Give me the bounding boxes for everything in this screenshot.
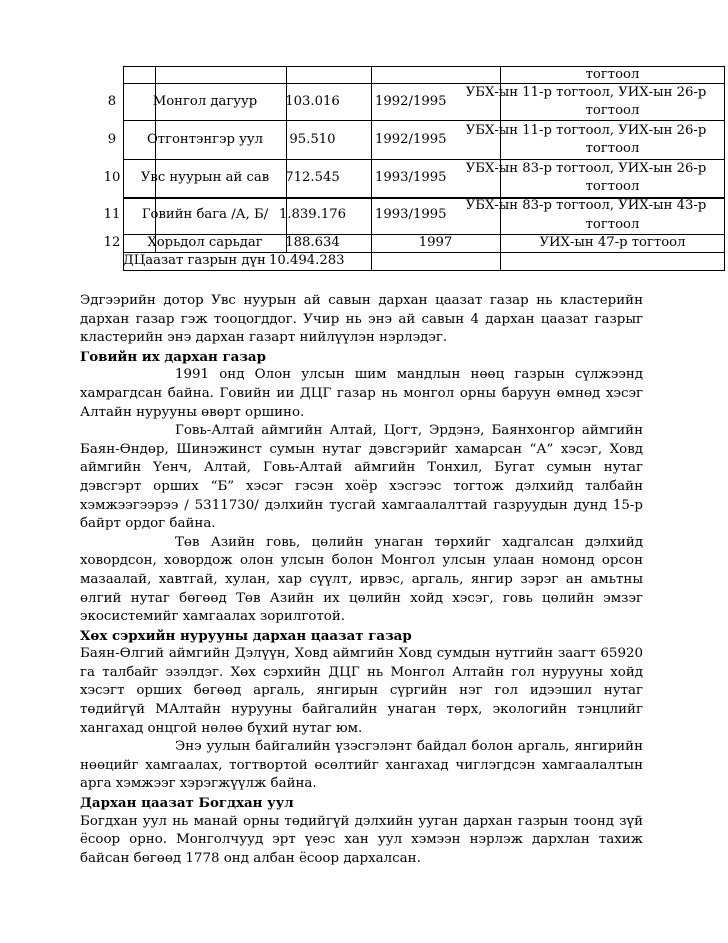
total-value: 10.494.283 [269, 253, 345, 268]
reserve-name: Говийн бага /А, Б/ [141, 207, 269, 222]
reserve-name: Хорьдол сарьдаг [147, 235, 263, 250]
reserve-name: Монгол дагуур [152, 94, 258, 109]
row-number: 12 [103, 235, 121, 250]
row-number: 8 [107, 94, 117, 109]
reserve-years: 1997 [418, 235, 453, 250]
paragraph: Төв Азийн говь, цөлийн унаган төрхийг хадгалсан дэлхийд ховордсон, ховордож олон улсын болон Монгол улсын улаан номонд орсон мазаалай, хавтгай, хулан, хар сүүлт, ирвэс, аргаль, янгир зэрэг ан амьтны өлгий нутаг бөгөөд Төв Азийн их цөлийн хойд хэсэг, говь цөлийн эмзэг экосистемийг хамгаалах зорилготой. [80, 534, 643, 625]
reserves-table [103, 66, 725, 271]
reserve-area: 712.545 [285, 170, 340, 185]
row-number: 10 [103, 170, 121, 185]
reserve-area: 95.510 [289, 132, 336, 147]
reserve-decision-cont: тогтоол [585, 141, 640, 156]
reserve-years: 1992/1995 [375, 132, 447, 147]
section-heading: Говийн их дархан газар [80, 348, 266, 365]
reserve-area: 103.016 [285, 94, 340, 109]
row-number: 11 [103, 207, 121, 222]
reserve-years: 1993/1995 [375, 207, 447, 222]
reserve-area: 188.634 [285, 235, 340, 250]
paragraph: Эдгээрийн дотор Увс нуурын ай савын дархан цаазат газар нь кластерийн дархан газар гэж тооцогддог. Учир нь энэ ай савын 4 дархан цаазат газрыг кластерийн энэ дархан газарт нийлүүлэн нэрлэдэг. [80, 293, 643, 346]
reserve-area: 1.839.176 [278, 207, 347, 222]
reserve-years: 1992/1995 [375, 94, 447, 109]
reserve-decision-cont: тогтоол [585, 103, 640, 118]
section-heading: Дархан цаазат Богдхан уул [80, 795, 294, 812]
reserve-decision: УБХ-ын 11-р тогтоол, УИХ-ын 26-р [465, 123, 707, 138]
reserve-years: 1993/1995 [375, 170, 447, 185]
table-cell-fragment: тогтоол [585, 67, 640, 82]
section-heading: Хөх сэрхийн нурууны дархан цаазат газар [80, 627, 412, 644]
paragraph: Баян-Өлгий аймгийн Дэлүүн, Ховд аймгийн Ховд сумдын нутгийн заагт 65920 га талбайг эзэлдэг. Хөх сэрхийн ДЦГ нь Монгол Алтайн гол нурууны хойд хэсэгт орших бөгөөд аргаль, янгирын сүргийн нэг гол идээшил нутаг төдийгүй МАлтайн нурууны байгалийн унаган төрх, экологийн тэнцлийг хангахад онцгой нөлөө бүхий нутаг юм. [80, 646, 643, 736]
reserve-decision: УБХ-ын 11-р тогтоол, УИХ-ын 26-р [465, 85, 707, 100]
paragraph: Богдхан уул нь манай орны төдийгүй дэлхийн ууган дархан газрын тоонд зүй ёсоор орно. Монголчууд эрт үеэс хан уул хэмээн нэрлэж дархлан тахиж байсан бөгөөд 1778 онд албан ёсоор дархалсан. [80, 813, 643, 866]
reserve-name: Отгонтэнгэр уул [146, 132, 264, 147]
paragraph: Говь-Алтай аймгийн Алтай, Цогт, Эрдэнэ, Баянхонгор аймгийн Баян-Өндөр, Шинэжинст сумын нутаг дэвсгэрийг хамарсан “А” хэсэг, Ховд аймгийн Үенч, Алтай, Говь-Алтай аймгийн Тонхил, Бугат сумын нутаг дэвсгэрт орших “Б” хэсэг гэсэн хоёр хэсгээс тогтож дэлхийд талбайн хэмжээгээрээ / 5311730/ дэлхийн тусгай хамгаалалттай газруудын дунд 15-р байрт ордог байна. [80, 423, 643, 532]
paragraph: Энэ уулын байгалийн үзэсгэлэнт байдал болон аргаль, янгирийн нөөцийг хамгаалах, тогтвортой өсөлтийг хангахад чиглэгдсэн хамгаалалтын арга хэмжээг хэрэгжүүлж байна. [80, 739, 643, 792]
reserve-name: Увс нуурын ай сав [140, 170, 270, 185]
body-text [80, 292, 643, 868]
reserve-decision: УБХ-ын 83-р тогтоол, УИХ-ын 43-р [465, 198, 707, 213]
reserve-decision: УИХ-ын 47-р тогтоол [539, 235, 686, 250]
total-label: ДЦаазат газрын дүн [123, 253, 266, 268]
reserve-decision-cont: тогтоол [585, 179, 640, 194]
reserve-decision: УБХ-ын 83-р тогтоол, УИХ-ын 26-р [465, 161, 707, 176]
reserve-decision-cont: тогтоол [585, 217, 640, 232]
row-number: 9 [107, 132, 117, 147]
paragraph: 1991 онд Олон улсын шим мандлын нөөц газрын сүлжээнд хамрагдсан байна. Говийн ии ДЦГ газар нь монгол орны баруун өмнөд хэсэг Алтайн нурууны өвөрт оршино. [80, 367, 643, 420]
